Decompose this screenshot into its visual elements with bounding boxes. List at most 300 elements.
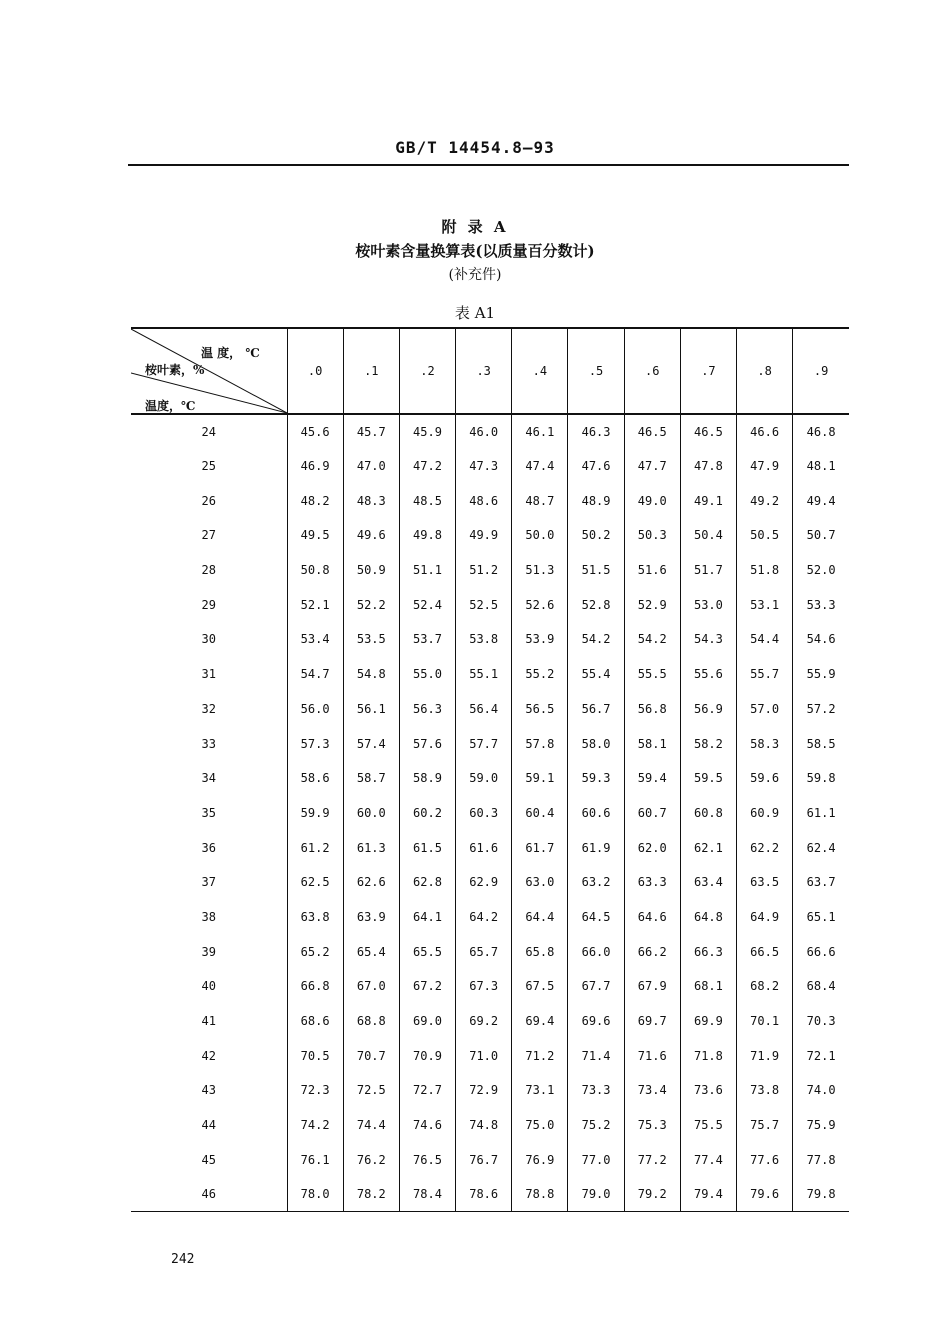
table-cell: 60.2 [399,796,455,831]
table-cell: 51.1 [399,553,455,588]
table-cell: 57.8 [512,726,568,761]
table-cell: 63.9 [343,900,399,935]
table-cell: 76.1 [287,1142,343,1177]
table-cell: 79.0 [568,1177,624,1212]
table-cell: 74.4 [343,1108,399,1143]
table-cell: 64.4 [512,900,568,935]
column-header: .5 [568,328,624,414]
row-temperature: 28 [201,563,216,578]
table-cell: 54.2 [568,622,624,657]
table-cell: 53.9 [512,622,568,657]
table-cell: 70.1 [737,1004,793,1039]
table-cell: 47.4 [512,449,568,484]
table-cell: 48.1 [793,449,849,484]
table-cell: 46.5 [680,414,736,449]
table-cell: 59.1 [512,761,568,796]
row-temperature: 24 [201,424,216,439]
table-cell: 59.5 [680,761,736,796]
table-cell: 65.7 [456,934,512,969]
table-cell: 72.7 [399,1073,455,1108]
table-cell: 71.9 [737,1038,793,1073]
table-cell: 46.5 [624,414,680,449]
table-cell: 45.6 [287,414,343,449]
table-cell: 56.3 [399,692,455,727]
table-cell: 79.6 [737,1177,793,1212]
table-cell: 78.0 [287,1177,343,1212]
table-row [131,900,849,935]
table-cell: 76.5 [399,1142,455,1177]
table-cell: 53.4 [287,622,343,657]
table-body [131,414,849,1212]
column-header: .1 [343,328,399,414]
table-cell: 69.0 [399,1004,455,1039]
table-cell: 67.7 [568,969,624,1004]
table-cell: 69.4 [512,1004,568,1039]
table-cell: 74.8 [456,1108,512,1143]
table-cell: 62.5 [287,865,343,900]
table-cell: 56.4 [456,692,512,727]
column-header: .3 [456,328,512,414]
table-cell: 63.5 [737,865,793,900]
table-cell: 49.4 [793,483,849,518]
table-cell: 47.8 [680,449,736,484]
table-cell: 78.8 [512,1177,568,1212]
row-temperature: 41 [201,1014,216,1029]
table-cell: 76.2 [343,1142,399,1177]
table-cell: 74.2 [287,1108,343,1143]
row-temperature: 37 [201,875,216,890]
table-cell: 69.9 [680,1004,736,1039]
table-cell: 50.4 [680,518,736,553]
row-temperature: 29 [201,597,216,612]
table-cell: 70.3 [793,1004,849,1039]
table-cell: 52.6 [512,587,568,622]
table-cell: 60.6 [568,796,624,831]
table-row [131,865,849,900]
appendix-note: (补充件) [448,267,502,283]
table-cell: 52.9 [624,587,680,622]
table-cell: 52.5 [456,587,512,622]
table-cell: 65.1 [793,900,849,935]
table-cell: 69.2 [456,1004,512,1039]
table-cell: 57.7 [456,726,512,761]
table-cell: 48.5 [399,483,455,518]
table-cell: 64.1 [399,900,455,935]
table-cell: 47.3 [456,449,512,484]
table-cell: 68.1 [680,969,736,1004]
table-cell: 68.4 [793,969,849,1004]
table-cell: 49.1 [680,483,736,518]
table-cell: 56.1 [343,692,399,727]
table-cell: 60.9 [737,796,793,831]
table-cell: 47.6 [568,449,624,484]
row-temperature: 31 [201,667,216,682]
table-cell: 55.0 [399,657,455,692]
table-cell: 55.5 [624,657,680,692]
table-cell: 65.2 [287,934,343,969]
table-cell: 56.5 [512,692,568,727]
table-cell: 49.5 [287,518,343,553]
table-cell: 51.7 [680,553,736,588]
table-cell: 57.6 [399,726,455,761]
row-temperature: 42 [201,1048,216,1063]
column-header: .7 [680,328,736,414]
table-cell: 53.5 [343,622,399,657]
table-cell: 61.9 [568,830,624,865]
table-cell: 58.9 [399,761,455,796]
table-row [131,692,849,727]
table-cell: 77.6 [737,1142,793,1177]
table-cell: 58.1 [624,726,680,761]
table-cell: 79.2 [624,1177,680,1212]
row-temperature: 39 [201,944,216,959]
table-cell: 54.4 [737,622,793,657]
table-cell: 73.1 [512,1073,568,1108]
table-cell: 62.9 [456,865,512,900]
table-cell: 50.5 [737,518,793,553]
table-row [131,1177,849,1212]
table-row [131,830,849,865]
table-cell: 67.0 [343,969,399,1004]
table-cell: 62.2 [737,830,793,865]
table-cell: 46.3 [568,414,624,449]
table-cell: 51.8 [737,553,793,588]
table-cell: 64.8 [680,900,736,935]
table-cell: 54.3 [680,622,736,657]
table-cell: 51.3 [512,553,568,588]
table-cell: 48.9 [568,483,624,518]
table-cell: 63.2 [568,865,624,900]
table-cell: 55.6 [680,657,736,692]
table-cell: 62.0 [624,830,680,865]
table-cell: 73.4 [624,1073,680,1108]
table-cell: 55.2 [512,657,568,692]
table-cell: 77.0 [568,1142,624,1177]
table-cell: 53.0 [680,587,736,622]
table-row [131,1004,849,1039]
table-row [131,622,849,657]
table-cell: 76.7 [456,1142,512,1177]
table-cell: 50.0 [512,518,568,553]
table-cell: 54.8 [343,657,399,692]
table-cell: 52.8 [568,587,624,622]
table-row [131,796,849,831]
table-row [131,1142,849,1177]
table-cell: 79.4 [680,1177,736,1212]
table-cell: 50.2 [568,518,624,553]
table-cell: 75.7 [737,1108,793,1143]
table-cell: 55.9 [793,657,849,692]
table-cell: 54.7 [287,657,343,692]
table-row [131,518,849,553]
table-row [131,934,849,969]
table-cell: 59.3 [568,761,624,796]
table-cell: 66.2 [624,934,680,969]
table-cell: 59.4 [624,761,680,796]
table-cell: 60.3 [456,796,512,831]
table-cell: 77.2 [624,1142,680,1177]
row-temperature: 36 [201,840,216,855]
row-temperature: 26 [201,493,216,508]
table-row [131,483,849,518]
table-cell: 66.3 [680,934,736,969]
table-cell: 48.2 [287,483,343,518]
table-cell: 56.9 [680,692,736,727]
table-cell: 46.1 [512,414,568,449]
table-cell: 69.7 [624,1004,680,1039]
table-cell: 49.8 [399,518,455,553]
table-cell: 58.7 [343,761,399,796]
table-row [131,761,849,796]
table-cell: 55.7 [737,657,793,692]
table-cell: 76.9 [512,1142,568,1177]
column-header: .6 [624,328,680,414]
row-temperature: 46 [131,1177,287,1212]
table-cell: 49.6 [343,518,399,553]
table-cell: 50.3 [624,518,680,553]
table-cell: 63.8 [287,900,343,935]
header-rule [128,164,849,166]
table-cell: 47.7 [624,449,680,484]
table-cell: 58.5 [793,726,849,761]
table-cell: 47.0 [343,449,399,484]
table-cell: 49.0 [624,483,680,518]
table-cell: 56.7 [568,692,624,727]
table-cell: 73.3 [568,1073,624,1108]
table-cell: 59.0 [456,761,512,796]
table-cell: 60.8 [680,796,736,831]
table-row [131,587,849,622]
table-row [131,1038,849,1073]
table-cell: 45.7 [343,414,399,449]
table-cell: 51.6 [624,553,680,588]
table-cell: 68.8 [343,1004,399,1039]
table-cell: 63.4 [680,865,736,900]
table-row [131,449,849,484]
table-cell: 54.2 [624,622,680,657]
table-cell: 74.0 [793,1073,849,1108]
table-cell: 64.2 [456,900,512,935]
table-cell: 64.5 [568,900,624,935]
table-cell: 74.6 [399,1108,455,1143]
table-cell: 57.4 [343,726,399,761]
table-cell: 69.6 [568,1004,624,1039]
table-cell: 57.3 [287,726,343,761]
table-cell: 61.2 [287,830,343,865]
table-cell: 58.0 [568,726,624,761]
row-temperature: 45 [201,1152,216,1167]
table-cell: 54.6 [793,622,849,657]
table-cell: 67.2 [399,969,455,1004]
table-cell: 47.2 [399,449,455,484]
table-row [131,414,849,449]
table-cell: 53.8 [456,622,512,657]
standard-header: GB/T 14454.8—93 [395,138,555,157]
table-cell: 65.5 [399,934,455,969]
table-cell: 61.6 [456,830,512,865]
table-cell: 53.7 [399,622,455,657]
table-cell: 64.6 [624,900,680,935]
table-cell: 71.0 [456,1038,512,1073]
table-cell: 70.5 [287,1038,343,1073]
table-cell: 60.0 [343,796,399,831]
table-cell: 61.5 [399,830,455,865]
row-temperature: 30 [201,632,216,647]
table-cell: 52.1 [287,587,343,622]
table-corner-cell [131,328,287,414]
table-header-row [131,328,849,414]
table-cell: 59.6 [737,761,793,796]
table-cell: 66.8 [287,969,343,1004]
table-row [131,1108,849,1143]
table-cell: 53.3 [793,587,849,622]
conversion-table [131,327,849,1212]
row-temperature: 35 [201,805,216,820]
table-cell: 66.5 [737,934,793,969]
table-cell: 56.0 [287,692,343,727]
table-cell: 59.9 [287,796,343,831]
table-cell: 52.2 [343,587,399,622]
column-header: .4 [512,328,568,414]
table-cell: 46.9 [287,449,343,484]
row-temperature: 27 [201,528,216,543]
table-cell: 63.3 [624,865,680,900]
table-cell: 78.2 [343,1177,399,1212]
table-cell: 59.8 [793,761,849,796]
corner-label-temperature-bottom: 温度，℃ [145,399,196,413]
table-cell: 57.2 [793,692,849,727]
table-cell: 49.2 [737,483,793,518]
table-cell: 52.0 [793,553,849,588]
table-cell: 72.5 [343,1073,399,1108]
table-cell: 72.1 [793,1038,849,1073]
table-cell: 67.5 [512,969,568,1004]
table-cell: 52.4 [399,587,455,622]
table-cell: 71.6 [624,1038,680,1073]
table-cell: 75.3 [624,1108,680,1143]
table-cell: 61.1 [793,796,849,831]
page-number: 242 [171,1252,195,1267]
table-cell: 65.4 [343,934,399,969]
table-cell: 48.3 [343,483,399,518]
table-row [131,657,849,692]
table-cell: 66.6 [793,934,849,969]
table-cell: 78.4 [399,1177,455,1212]
table-cell: 51.5 [568,553,624,588]
table-cell: 72.3 [287,1073,343,1108]
table-cell: 56.8 [624,692,680,727]
table-cell: 62.1 [680,830,736,865]
table-cell: 75.5 [680,1108,736,1143]
table-cell: 58.3 [737,726,793,761]
table-cell: 50.9 [343,553,399,588]
table-cell: 68.2 [737,969,793,1004]
table-row [131,969,849,1004]
table-cell: 48.7 [512,483,568,518]
table-cell: 72.9 [456,1073,512,1108]
table-cell: 46.6 [737,414,793,449]
table-cell: 50.7 [793,518,849,553]
row-temperature: 43 [201,1083,216,1098]
table-cell: 53.1 [737,587,793,622]
table-cell: 58.6 [287,761,343,796]
table-cell: 55.1 [456,657,512,692]
table-cell: 47.9 [737,449,793,484]
table-cell: 73.6 [680,1073,736,1108]
corner-label-composition: 桉叶素，% [145,363,205,377]
table-cell: 64.9 [737,900,793,935]
row-temperature: 33 [201,736,216,751]
table-row [131,726,849,761]
column-header: .8 [737,328,793,414]
table-cell: 50.8 [287,553,343,588]
table-cell: 62.4 [793,830,849,865]
table-cell: 58.2 [680,726,736,761]
table-cell: 75.9 [793,1108,849,1143]
table-cell: 66.0 [568,934,624,969]
table-cell: 46.0 [456,414,512,449]
table-cell: 75.0 [512,1108,568,1143]
table-cell: 61.7 [512,830,568,865]
table-cell: 70.9 [399,1038,455,1073]
corner-label-temperature-top: 温 度， ℃ [201,346,260,360]
row-temperature: 44 [201,1118,216,1133]
column-header: .0 [287,328,343,414]
table-cell: 75.2 [568,1108,624,1143]
row-temperature: 34 [201,771,216,786]
table-cell: 60.7 [624,796,680,831]
table-cell: 49.9 [456,518,512,553]
table-cell: 63.0 [512,865,568,900]
table-cell: 55.4 [568,657,624,692]
row-temperature: 25 [201,459,216,474]
table-row [131,553,849,588]
appendix-title: 附 录 A [441,218,509,236]
table-cell: 51.2 [456,553,512,588]
table-cell: 79.8 [793,1177,849,1212]
table-cell: 63.7 [793,865,849,900]
table-cell: 62.6 [343,865,399,900]
appendix-subtitle: 桉叶素含量换算表(以质量百分数计) [355,242,595,260]
table-cell: 57.0 [737,692,793,727]
table-cell: 67.9 [624,969,680,1004]
row-temperature: 32 [201,701,216,716]
table-cell: 60.4 [512,796,568,831]
table-cell: 71.2 [512,1038,568,1073]
table-cell: 46.8 [793,414,849,449]
table-caption: 表 A1 [454,304,496,322]
table-cell: 78.6 [456,1177,512,1212]
table-cell: 65.8 [512,934,568,969]
column-header: .2 [399,328,455,414]
table-cell: 71.8 [680,1038,736,1073]
table-cell: 61.3 [343,830,399,865]
table-cell: 48.6 [456,483,512,518]
table-cell: 68.6 [287,1004,343,1039]
column-header: .9 [793,328,849,414]
table-cell: 70.7 [343,1038,399,1073]
row-temperature: 38 [201,909,216,924]
table-cell: 45.9 [399,414,455,449]
table-cell: 73.8 [737,1073,793,1108]
table-row [131,1073,849,1108]
table-cell: 67.3 [456,969,512,1004]
table-cell: 77.8 [793,1142,849,1177]
table-cell: 71.4 [568,1038,624,1073]
row-temperature: 40 [201,979,216,994]
table-cell: 62.8 [399,865,455,900]
table-cell: 77.4 [680,1142,736,1177]
